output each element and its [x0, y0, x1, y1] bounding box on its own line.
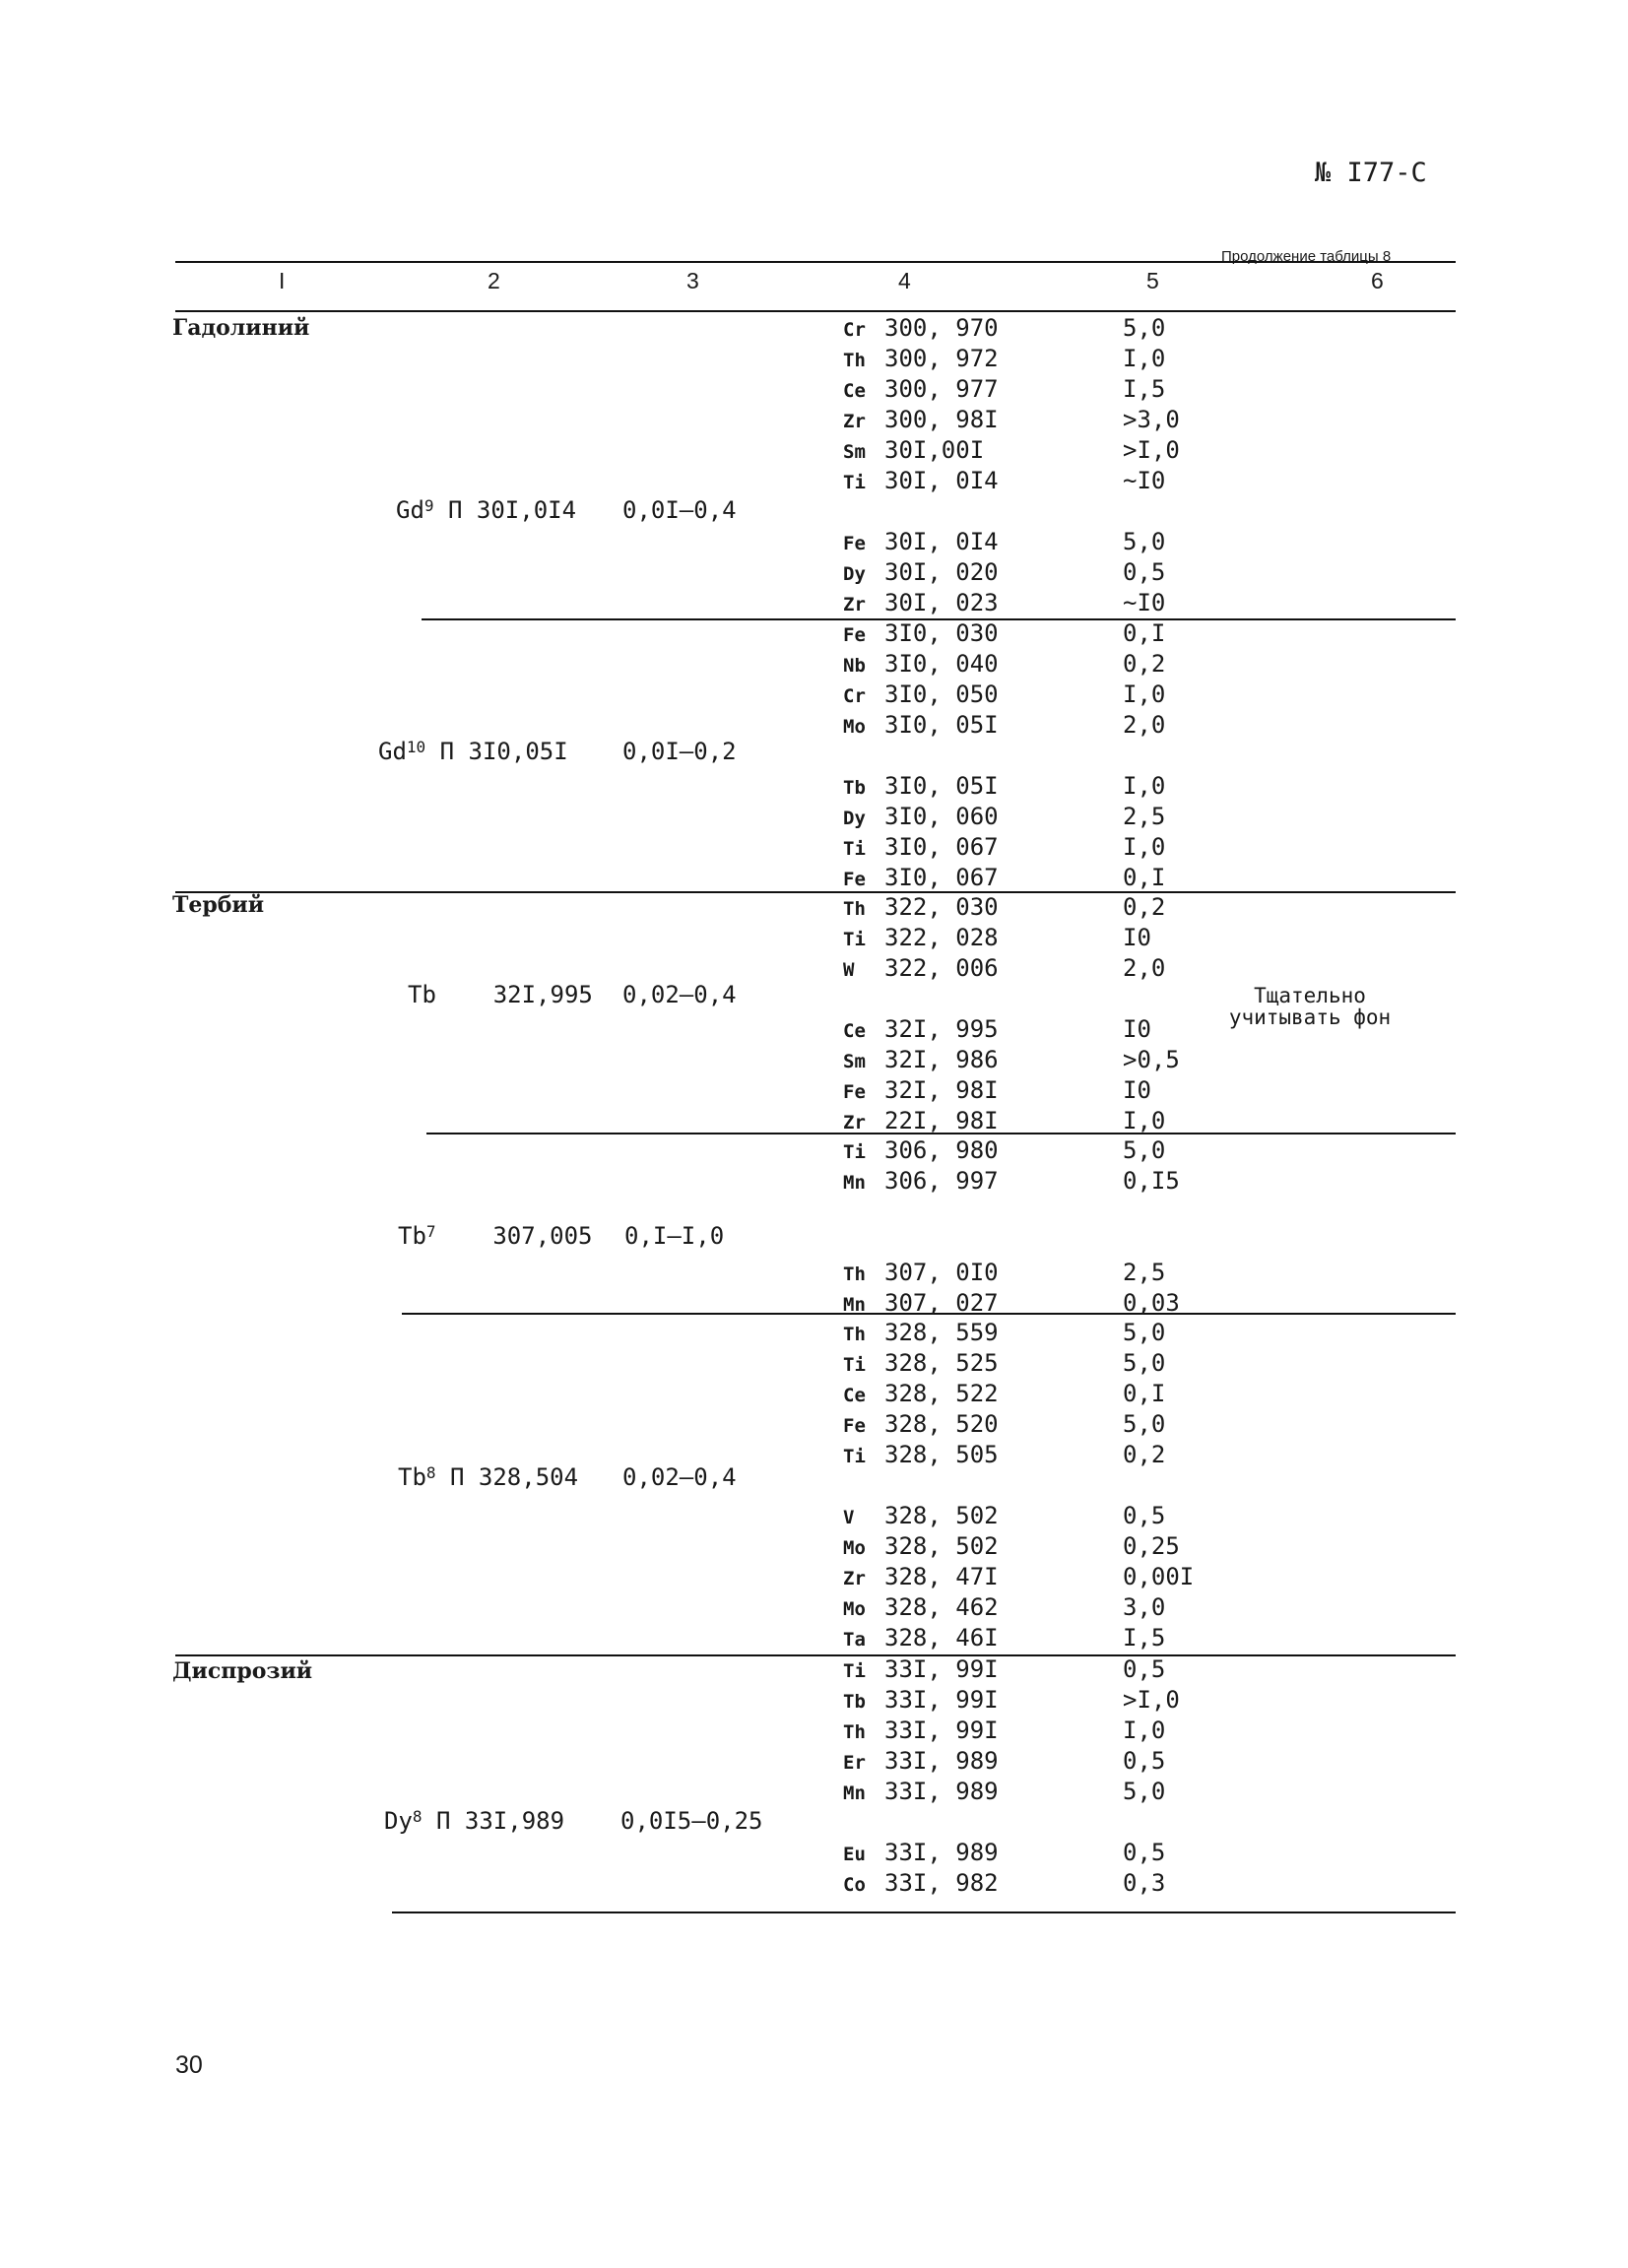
analytical-superscript: 10: [406, 738, 426, 756]
interference-element: Mn: [843, 1782, 866, 1804]
interference-element: Fe: [843, 1415, 866, 1437]
interference-wavelength: 328, 559: [884, 1319, 999, 1346]
interference-wavelength: 30I, 0I4: [884, 528, 999, 555]
interference-line: [843, 1166, 999, 1198]
element-name-terbium: Тербий: [172, 892, 265, 918]
interference-wavelength: 300, 977: [884, 375, 999, 403]
interference-element: Ce: [843, 1020, 866, 1042]
interference-wavelength: 307, 027: [884, 1289, 999, 1317]
interference-element: Zr: [843, 411, 866, 432]
concentration-range: 0,0I–0,2: [622, 738, 737, 765]
interference-line: [843, 1045, 999, 1076]
interference-line: [843, 1379, 999, 1410]
interference-element: Nb: [843, 655, 866, 677]
interference-element: W: [843, 959, 855, 981]
note-line-2: учитывать фон: [1228, 1005, 1392, 1029]
interference-value: 2,5: [1123, 803, 1166, 830]
interference-value: I,0: [1123, 345, 1166, 372]
interference-element: Mn: [843, 1172, 866, 1194]
interference-value: 0,2: [1123, 650, 1166, 678]
interference-element: Th: [843, 898, 866, 920]
interference-element: Ti: [843, 838, 866, 860]
interference-line: [843, 344, 999, 375]
interference-line: [843, 405, 999, 436]
interference-value: 5,0: [1123, 1136, 1166, 1164]
note-line-1: Тщательно: [1254, 984, 1366, 1007]
document-number: № I77-C: [1315, 158, 1427, 188]
interference-line: [843, 680, 999, 711]
interference-line: [843, 1716, 999, 1747]
interference-wavelength: 307, 0I0: [884, 1259, 999, 1286]
interference-wavelength: 322, 030: [884, 893, 999, 921]
interference-value: 5,0: [1123, 1349, 1166, 1377]
interference-value: 5,0: [1123, 1410, 1166, 1438]
interference-wavelength: 30I, 020: [884, 558, 999, 586]
interference-wavelength: 33I, 99I: [884, 1717, 999, 1744]
interference-element: Zr: [843, 1112, 866, 1134]
interference-element: Ti: [843, 1660, 866, 1682]
interference-element: Tb: [843, 777, 866, 799]
analytical-superscript: 9: [423, 496, 434, 515]
interference-wavelength: 300, 98I: [884, 406, 999, 433]
interference-value: 0,5: [1123, 1747, 1166, 1775]
interference-element: Fe: [843, 624, 866, 646]
interference-line: [843, 1531, 999, 1563]
analytical-wavelength: 307,005: [492, 1222, 593, 1250]
interference-wavelength: 33I, 982: [884, 1869, 999, 1897]
interference-wavelength: 30I,00I: [884, 436, 985, 464]
interference-value: I,0: [1123, 833, 1166, 861]
interference-line: [843, 1075, 999, 1107]
interference-value: 0,I: [1123, 619, 1166, 647]
analytical-line: [396, 495, 576, 525]
interference-value: I,5: [1123, 375, 1166, 403]
interference-line: [843, 1014, 999, 1046]
interference-element: Mn: [843, 1294, 866, 1316]
interference-wavelength: 328, 47I: [884, 1563, 999, 1590]
interference-line: [843, 923, 999, 954]
analytical-element: Tb: [408, 981, 436, 1008]
interference-element: Ta: [843, 1629, 866, 1651]
interference-value: ~I0: [1123, 467, 1166, 494]
column-header-2: 2: [488, 268, 500, 293]
interference-element: Cr: [843, 319, 866, 341]
interference-element: Dy: [843, 808, 866, 829]
interference-line: [843, 953, 999, 985]
table-top-rule: [175, 261, 1456, 263]
interference-value: 0,5: [1123, 1655, 1166, 1683]
interference-element: V: [843, 1507, 855, 1528]
interference-line: [843, 466, 999, 497]
analytical-element: Gd: [378, 738, 407, 765]
interference-value: 0,03: [1123, 1289, 1180, 1317]
interference-value: >I,0: [1123, 436, 1180, 464]
interference-line: [843, 832, 999, 864]
group-separator: [175, 1654, 1456, 1656]
concentration-range: 0,0I5–0,25: [620, 1807, 763, 1835]
interference-line: [843, 374, 999, 406]
analytical-wavelength: 32I,995: [492, 981, 593, 1008]
interference-element: Er: [843, 1752, 866, 1774]
interference-element: Eu: [843, 1844, 866, 1865]
interference-line: [843, 1135, 999, 1167]
interference-value: I,0: [1123, 1717, 1166, 1744]
interference-value: ~I0: [1123, 589, 1166, 616]
interference-line: [843, 1106, 999, 1137]
interference-wavelength: 3I0, 030: [884, 619, 999, 647]
interference-element: Mo: [843, 1598, 866, 1620]
interference-line: [843, 1746, 999, 1778]
page-number: 30: [175, 2051, 203, 2079]
interference-element: Ce: [843, 380, 866, 402]
interference-wavelength: 328, 46I: [884, 1624, 999, 1652]
interference-wavelength: 328, 522: [884, 1380, 999, 1407]
interference-line: [843, 618, 999, 650]
interference-value: >I,0: [1123, 1686, 1180, 1714]
column-header-3: 3: [686, 268, 699, 293]
interference-value: 5,0: [1123, 1778, 1166, 1805]
background-note: [1221, 985, 1399, 1028]
interference-wavelength: 3I0, 060: [884, 803, 999, 830]
interference-element: Th: [843, 1721, 866, 1743]
interference-value: 5,0: [1123, 314, 1166, 342]
interference-value: 0,25: [1123, 1532, 1180, 1560]
column-header-6: 6: [1371, 268, 1384, 293]
interference-wavelength: 30I, 023: [884, 589, 999, 616]
interference-line: [843, 1685, 999, 1717]
interference-wavelength: 3I0, 067: [884, 864, 999, 891]
interference-element: Zr: [843, 1568, 866, 1589]
interference-element: Sm: [843, 1051, 866, 1072]
interference-line: [843, 527, 999, 558]
analytical-wavelength: П 328,504: [450, 1463, 579, 1491]
interference-wavelength: 30I, 0I4: [884, 467, 999, 494]
element-name-dysprosium: Диспрозий: [172, 1658, 313, 1684]
interference-line: [843, 1318, 999, 1349]
interference-line: [843, 588, 999, 619]
interference-element: Ce: [843, 1385, 866, 1406]
interference-value: I,0: [1123, 680, 1166, 708]
interference-value: 0,I: [1123, 864, 1166, 891]
interference-value: 2,0: [1123, 711, 1166, 739]
interference-element: Fe: [843, 1081, 866, 1103]
interference-element: Tb: [843, 1691, 866, 1713]
interference-line: [843, 1440, 999, 1471]
interference-wavelength: 33I, 989: [884, 1747, 999, 1775]
interference-value: I,5: [1123, 1624, 1166, 1652]
interference-line: [843, 435, 984, 467]
analytical-element: Dy: [384, 1807, 413, 1835]
interference-wavelength: 33I, 99I: [884, 1655, 999, 1683]
column-header-5: 5: [1146, 268, 1159, 293]
interference-wavelength: 32I, 995: [884, 1015, 999, 1043]
analytical-wavelength: П 33I,989: [436, 1807, 565, 1835]
interference-wavelength: 328, 525: [884, 1349, 999, 1377]
analytical-element: Gd: [396, 496, 424, 524]
interference-line: [843, 1592, 999, 1624]
interference-element: Cr: [843, 685, 866, 707]
interference-line: [843, 1654, 999, 1686]
interference-line: [843, 1838, 999, 1869]
interference-element: Ti: [843, 472, 866, 493]
interference-element: Dy: [843, 563, 866, 585]
interference-wavelength: 328, 502: [884, 1532, 999, 1560]
interference-element: Fe: [843, 869, 866, 890]
analytical-superscript: 8: [412, 1807, 423, 1826]
interference-value: 0,5: [1123, 1502, 1166, 1529]
analytical-line: [398, 1221, 593, 1251]
analytical-superscript: 7: [425, 1222, 436, 1241]
interference-element: Mo: [843, 1537, 866, 1559]
group-separator: [175, 891, 1456, 893]
concentration-range: 0,02–0,4: [622, 981, 737, 1008]
interference-wavelength: 33I, 99I: [884, 1686, 999, 1714]
analytical-wavelength: П 30I,0I4: [448, 496, 577, 524]
interference-value: I0: [1123, 1076, 1151, 1104]
interference-element: Th: [843, 1324, 866, 1345]
interference-value: 0,3: [1123, 1869, 1166, 1897]
interference-value: >0,5: [1123, 1046, 1180, 1073]
interference-wavelength: 322, 006: [884, 954, 999, 982]
interference-element: Ti: [843, 929, 866, 950]
interference-value: I0: [1123, 1015, 1151, 1043]
analytical-line: [384, 1806, 564, 1836]
interference-line: [843, 1562, 999, 1593]
interference-value: 5,0: [1123, 1319, 1166, 1346]
interference-element: Ti: [843, 1141, 866, 1163]
interference-value: I,0: [1123, 1107, 1166, 1134]
interference-line: [843, 1258, 999, 1289]
interference-element: Th: [843, 1264, 866, 1285]
interference-value: 2,5: [1123, 1259, 1166, 1286]
concentration-range: 0,I–I,0: [624, 1222, 725, 1250]
interference-element: Sm: [843, 441, 866, 463]
header-bottom-rule: [175, 310, 1456, 312]
interference-element: Ti: [843, 1446, 866, 1467]
table-continuation-caption: Продолжение таблицы 8: [1221, 248, 1392, 265]
interference-wavelength: 22I, 98I: [884, 1107, 999, 1134]
interference-element: Th: [843, 350, 866, 371]
interference-wavelength: 300, 970: [884, 314, 999, 342]
interference-value: I,0: [1123, 772, 1166, 800]
interference-wavelength: 3I0, 05I: [884, 772, 999, 800]
interference-value: 0,2: [1123, 893, 1166, 921]
analytical-line: [378, 737, 568, 766]
interference-value: 5,0: [1123, 528, 1166, 555]
concentration-range: 0,0I–0,4: [622, 496, 737, 524]
interference-element: Ti: [843, 1354, 866, 1376]
interference-wavelength: 3I0, 050: [884, 680, 999, 708]
interference-line: [843, 1501, 999, 1532]
interference-value: 0,I: [1123, 1380, 1166, 1407]
interference-value: 0,I5: [1123, 1167, 1180, 1195]
interference-wavelength: 306, 980: [884, 1136, 999, 1164]
interference-wavelength: 300, 972: [884, 345, 999, 372]
analytical-element: Tb: [398, 1463, 426, 1491]
column-header-1: I: [279, 268, 286, 293]
interference-line: [843, 1409, 999, 1441]
interference-wavelength: 32I, 98I: [884, 1076, 999, 1104]
interference-element: Zr: [843, 594, 866, 616]
interference-line: [843, 313, 999, 345]
interference-wavelength: 32I, 986: [884, 1046, 999, 1073]
interference-line: [843, 649, 999, 680]
interference-wavelength: 33I, 989: [884, 1778, 999, 1805]
interference-line: [843, 1777, 999, 1808]
table-bottom-rule: [392, 1912, 1456, 1913]
interference-wavelength: 3I0, 067: [884, 833, 999, 861]
column-header-4: 4: [898, 268, 911, 293]
interference-value: 0,2: [1123, 1441, 1166, 1468]
interference-line: [843, 863, 999, 894]
interference-line: [843, 1623, 999, 1654]
interference-value: >3,0: [1123, 406, 1180, 433]
interference-wavelength: 3I0, 05I: [884, 711, 999, 739]
interference-element: Co: [843, 1874, 866, 1896]
interference-wavelength: 328, 502: [884, 1502, 999, 1529]
analytical-superscript: 8: [425, 1463, 436, 1482]
element-name-gadolinium: Гадолиний: [172, 315, 310, 341]
interference-line: [843, 557, 999, 589]
concentration-range: 0,02–0,4: [622, 1463, 737, 1491]
interference-element: Fe: [843, 533, 866, 554]
analytical-element: Tb: [398, 1222, 426, 1250]
interference-value: I0: [1123, 924, 1151, 951]
interference-line: [843, 892, 999, 924]
interference-element: Mo: [843, 716, 866, 738]
analytical-line: [408, 980, 593, 1009]
interference-wavelength: 328, 505: [884, 1441, 999, 1468]
interference-value: 3,0: [1123, 1593, 1166, 1621]
interference-value: 0,00I: [1123, 1563, 1195, 1590]
analytical-line: [398, 1462, 578, 1492]
interference-wavelength: 328, 520: [884, 1410, 999, 1438]
interference-wavelength: 3I0, 040: [884, 650, 999, 678]
interference-line: [843, 710, 999, 742]
interference-line: [843, 1868, 999, 1900]
interference-line: [843, 1288, 999, 1320]
interference-wavelength: 33I, 989: [884, 1839, 999, 1866]
interference-wavelength: 322, 028: [884, 924, 999, 951]
interference-line: [843, 802, 999, 833]
interference-value: 0,5: [1123, 1839, 1166, 1866]
interference-value: 2,0: [1123, 954, 1166, 982]
interference-wavelength: 328, 462: [884, 1593, 999, 1621]
interference-wavelength: 306, 997: [884, 1167, 999, 1195]
analytical-wavelength: П 3I0,05I: [439, 738, 568, 765]
interference-value: 0,5: [1123, 558, 1166, 586]
interference-line: [843, 771, 999, 803]
interference-line: [843, 1348, 999, 1380]
